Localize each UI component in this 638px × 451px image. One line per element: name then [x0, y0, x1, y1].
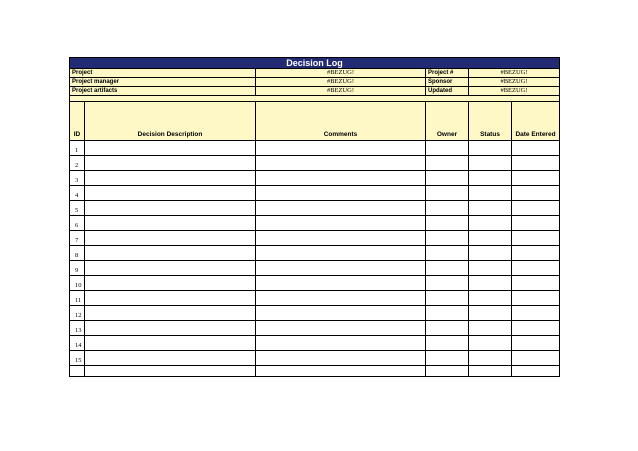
- column-header-date-entered[interactable]: Date Entered: [512, 102, 560, 141]
- comments-cell[interactable]: [256, 231, 426, 246]
- id-cell[interactable]: 7: [70, 231, 85, 246]
- id-cell[interactable]: 4: [70, 186, 85, 201]
- decision-description-cell[interactable]: [85, 351, 256, 366]
- info-label[interactable]: Project: [70, 69, 256, 78]
- owner-cell[interactable]: [426, 141, 469, 156]
- date-entered-cell[interactable]: [512, 291, 560, 306]
- table-row: [70, 201, 560, 216]
- decision-description-cell[interactable]: [85, 201, 256, 216]
- id-cell[interactable]: 8: [70, 246, 85, 261]
- table-row: [70, 321, 560, 336]
- info-label-2[interactable]: Project #: [426, 69, 469, 78]
- comments-cell[interactable]: [256, 276, 426, 291]
- owner-cell[interactable]: [426, 156, 469, 171]
- table-row: [70, 291, 560, 306]
- status-cell[interactable]: [469, 216, 512, 231]
- info-label[interactable]: Project manager: [70, 78, 256, 87]
- status-cell[interactable]: [469, 231, 512, 246]
- decision-description-cell[interactable]: [85, 366, 256, 377]
- decision-description-cell[interactable]: [85, 321, 256, 336]
- comments-cell[interactable]: [256, 201, 426, 216]
- date-entered-cell[interactable]: [512, 321, 560, 336]
- decision-description-cell[interactable]: [85, 156, 256, 171]
- status-cell[interactable]: [469, 366, 512, 377]
- decision-description-cell[interactable]: [85, 171, 256, 186]
- table-row: [70, 306, 560, 321]
- info-value-2[interactable]: #BEZUG!: [469, 69, 560, 78]
- table-row: [70, 336, 560, 351]
- column-header-comments[interactable]: Comments: [256, 102, 426, 141]
- date-entered-cell[interactable]: [512, 306, 560, 321]
- owner-cell[interactable]: [426, 336, 469, 351]
- owner-cell[interactable]: [426, 246, 469, 261]
- info-value[interactable]: #BEZUG!: [256, 87, 426, 96]
- decision-description-cell[interactable]: [85, 261, 256, 276]
- status-cell[interactable]: [469, 261, 512, 276]
- date-entered-cell[interactable]: [512, 186, 560, 201]
- date-entered-cell[interactable]: [512, 201, 560, 216]
- date-entered-cell[interactable]: [512, 336, 560, 351]
- id-cell[interactable]: 3: [70, 171, 85, 186]
- status-cell[interactable]: [469, 306, 512, 321]
- status-cell[interactable]: [469, 246, 512, 261]
- status-cell[interactable]: [469, 201, 512, 216]
- table-row: [70, 276, 560, 291]
- owner-cell[interactable]: [426, 216, 469, 231]
- decision-description-cell[interactable]: [85, 231, 256, 246]
- owner-cell[interactable]: [426, 171, 469, 186]
- owner-cell[interactable]: [426, 351, 469, 366]
- owner-cell[interactable]: [426, 291, 469, 306]
- info-row-project-manager: [70, 78, 560, 87]
- sheet-title: Decision Log: [70, 58, 560, 69]
- table-row: [70, 366, 560, 377]
- table-row: [70, 141, 560, 156]
- id-cell[interactable]: 2: [70, 156, 85, 171]
- decision-log-sheet: [69, 57, 559, 377]
- id-cell[interactable]: 10: [70, 276, 85, 291]
- date-entered-cell[interactable]: [512, 351, 560, 366]
- owner-cell[interactable]: [426, 261, 469, 276]
- comments-cell[interactable]: [256, 306, 426, 321]
- comments-cell[interactable]: [256, 171, 426, 186]
- info-value[interactable]: #BEZUG!: [256, 78, 426, 87]
- status-cell[interactable]: [469, 141, 512, 156]
- id-cell[interactable]: 14: [70, 336, 85, 351]
- table-row: [70, 156, 560, 171]
- table-row: [70, 171, 560, 186]
- comments-cell[interactable]: [256, 321, 426, 336]
- owner-cell[interactable]: [426, 186, 469, 201]
- status-cell[interactable]: [469, 351, 512, 366]
- id-cell[interactable]: 12: [70, 306, 85, 321]
- date-entered-cell[interactable]: [512, 171, 560, 186]
- date-entered-cell[interactable]: [512, 231, 560, 246]
- column-header-decision-description[interactable]: Decision Description: [85, 102, 256, 141]
- date-entered-cell[interactable]: [512, 276, 560, 291]
- table-row: [70, 351, 560, 366]
- owner-cell[interactable]: [426, 201, 469, 216]
- owner-cell[interactable]: [426, 366, 469, 377]
- info-value-2[interactable]: #BEZUG!: [469, 78, 560, 87]
- owner-cell[interactable]: [426, 306, 469, 321]
- comments-cell[interactable]: [256, 141, 426, 156]
- decision-description-cell[interactable]: [85, 306, 256, 321]
- decision-description-cell[interactable]: [85, 186, 256, 201]
- date-entered-cell[interactable]: [512, 156, 560, 171]
- owner-cell[interactable]: [426, 231, 469, 246]
- status-cell[interactable]: [469, 276, 512, 291]
- id-cell[interactable]: 15: [70, 351, 85, 366]
- id-cell[interactable]: 13: [70, 321, 85, 336]
- status-cell[interactable]: [469, 291, 512, 306]
- id-cell[interactable]: [70, 366, 85, 377]
- title-row: [70, 58, 560, 69]
- decision-log-table: [69, 57, 560, 377]
- date-entered-cell[interactable]: [512, 366, 560, 377]
- decision-description-cell[interactable]: [85, 276, 256, 291]
- status-cell[interactable]: [469, 171, 512, 186]
- table-row: [70, 261, 560, 276]
- owner-cell[interactable]: [426, 276, 469, 291]
- column-header-row: [70, 102, 560, 141]
- id-cell[interactable]: 1: [70, 141, 85, 156]
- table-row: [70, 216, 560, 231]
- id-cell[interactable]: 9: [70, 261, 85, 276]
- comments-cell[interactable]: [256, 261, 426, 276]
- decision-description-cell[interactable]: [85, 336, 256, 351]
- status-cell[interactable]: [469, 336, 512, 351]
- date-entered-cell[interactable]: [512, 246, 560, 261]
- decision-description-cell[interactable]: [85, 141, 256, 156]
- comments-cell[interactable]: [256, 156, 426, 171]
- comments-cell[interactable]: [256, 366, 426, 377]
- decision-description-cell[interactable]: [85, 291, 256, 306]
- date-entered-cell[interactable]: [512, 216, 560, 231]
- id-cell[interactable]: 11: [70, 291, 85, 306]
- decision-description-cell[interactable]: [85, 246, 256, 261]
- status-cell[interactable]: [469, 186, 512, 201]
- info-label-2[interactable]: Updated: [426, 87, 469, 96]
- comments-cell[interactable]: [256, 351, 426, 366]
- id-cell[interactable]: 5: [70, 201, 85, 216]
- comments-cell[interactable]: [256, 216, 426, 231]
- info-row-project: [70, 69, 560, 78]
- column-header-owner[interactable]: Owner: [426, 102, 469, 141]
- table-row: [70, 231, 560, 246]
- info-label-2[interactable]: Sponsor: [426, 78, 469, 87]
- status-cell[interactable]: [469, 156, 512, 171]
- table-row: [70, 246, 560, 261]
- decision-description-cell[interactable]: [85, 216, 256, 231]
- column-header-id[interactable]: ID: [70, 102, 85, 141]
- status-cell[interactable]: [469, 321, 512, 336]
- comments-cell[interactable]: [256, 186, 426, 201]
- table-row: [70, 186, 560, 201]
- owner-cell[interactable]: [426, 321, 469, 336]
- info-value[interactable]: #BEZUG!: [256, 69, 426, 78]
- info-row-project-artifacts: [70, 87, 560, 96]
- date-entered-cell[interactable]: [512, 141, 560, 156]
- id-cell[interactable]: 6: [70, 216, 85, 231]
- date-entered-cell[interactable]: [512, 261, 560, 276]
- comments-cell[interactable]: [256, 291, 426, 306]
- comments-cell[interactable]: [256, 336, 426, 351]
- comments-cell[interactable]: [256, 246, 426, 261]
- column-header-status[interactable]: Status: [469, 102, 512, 141]
- info-value-2[interactable]: #BEZUG!: [469, 87, 560, 96]
- info-label[interactable]: Project artifacts: [70, 87, 256, 96]
